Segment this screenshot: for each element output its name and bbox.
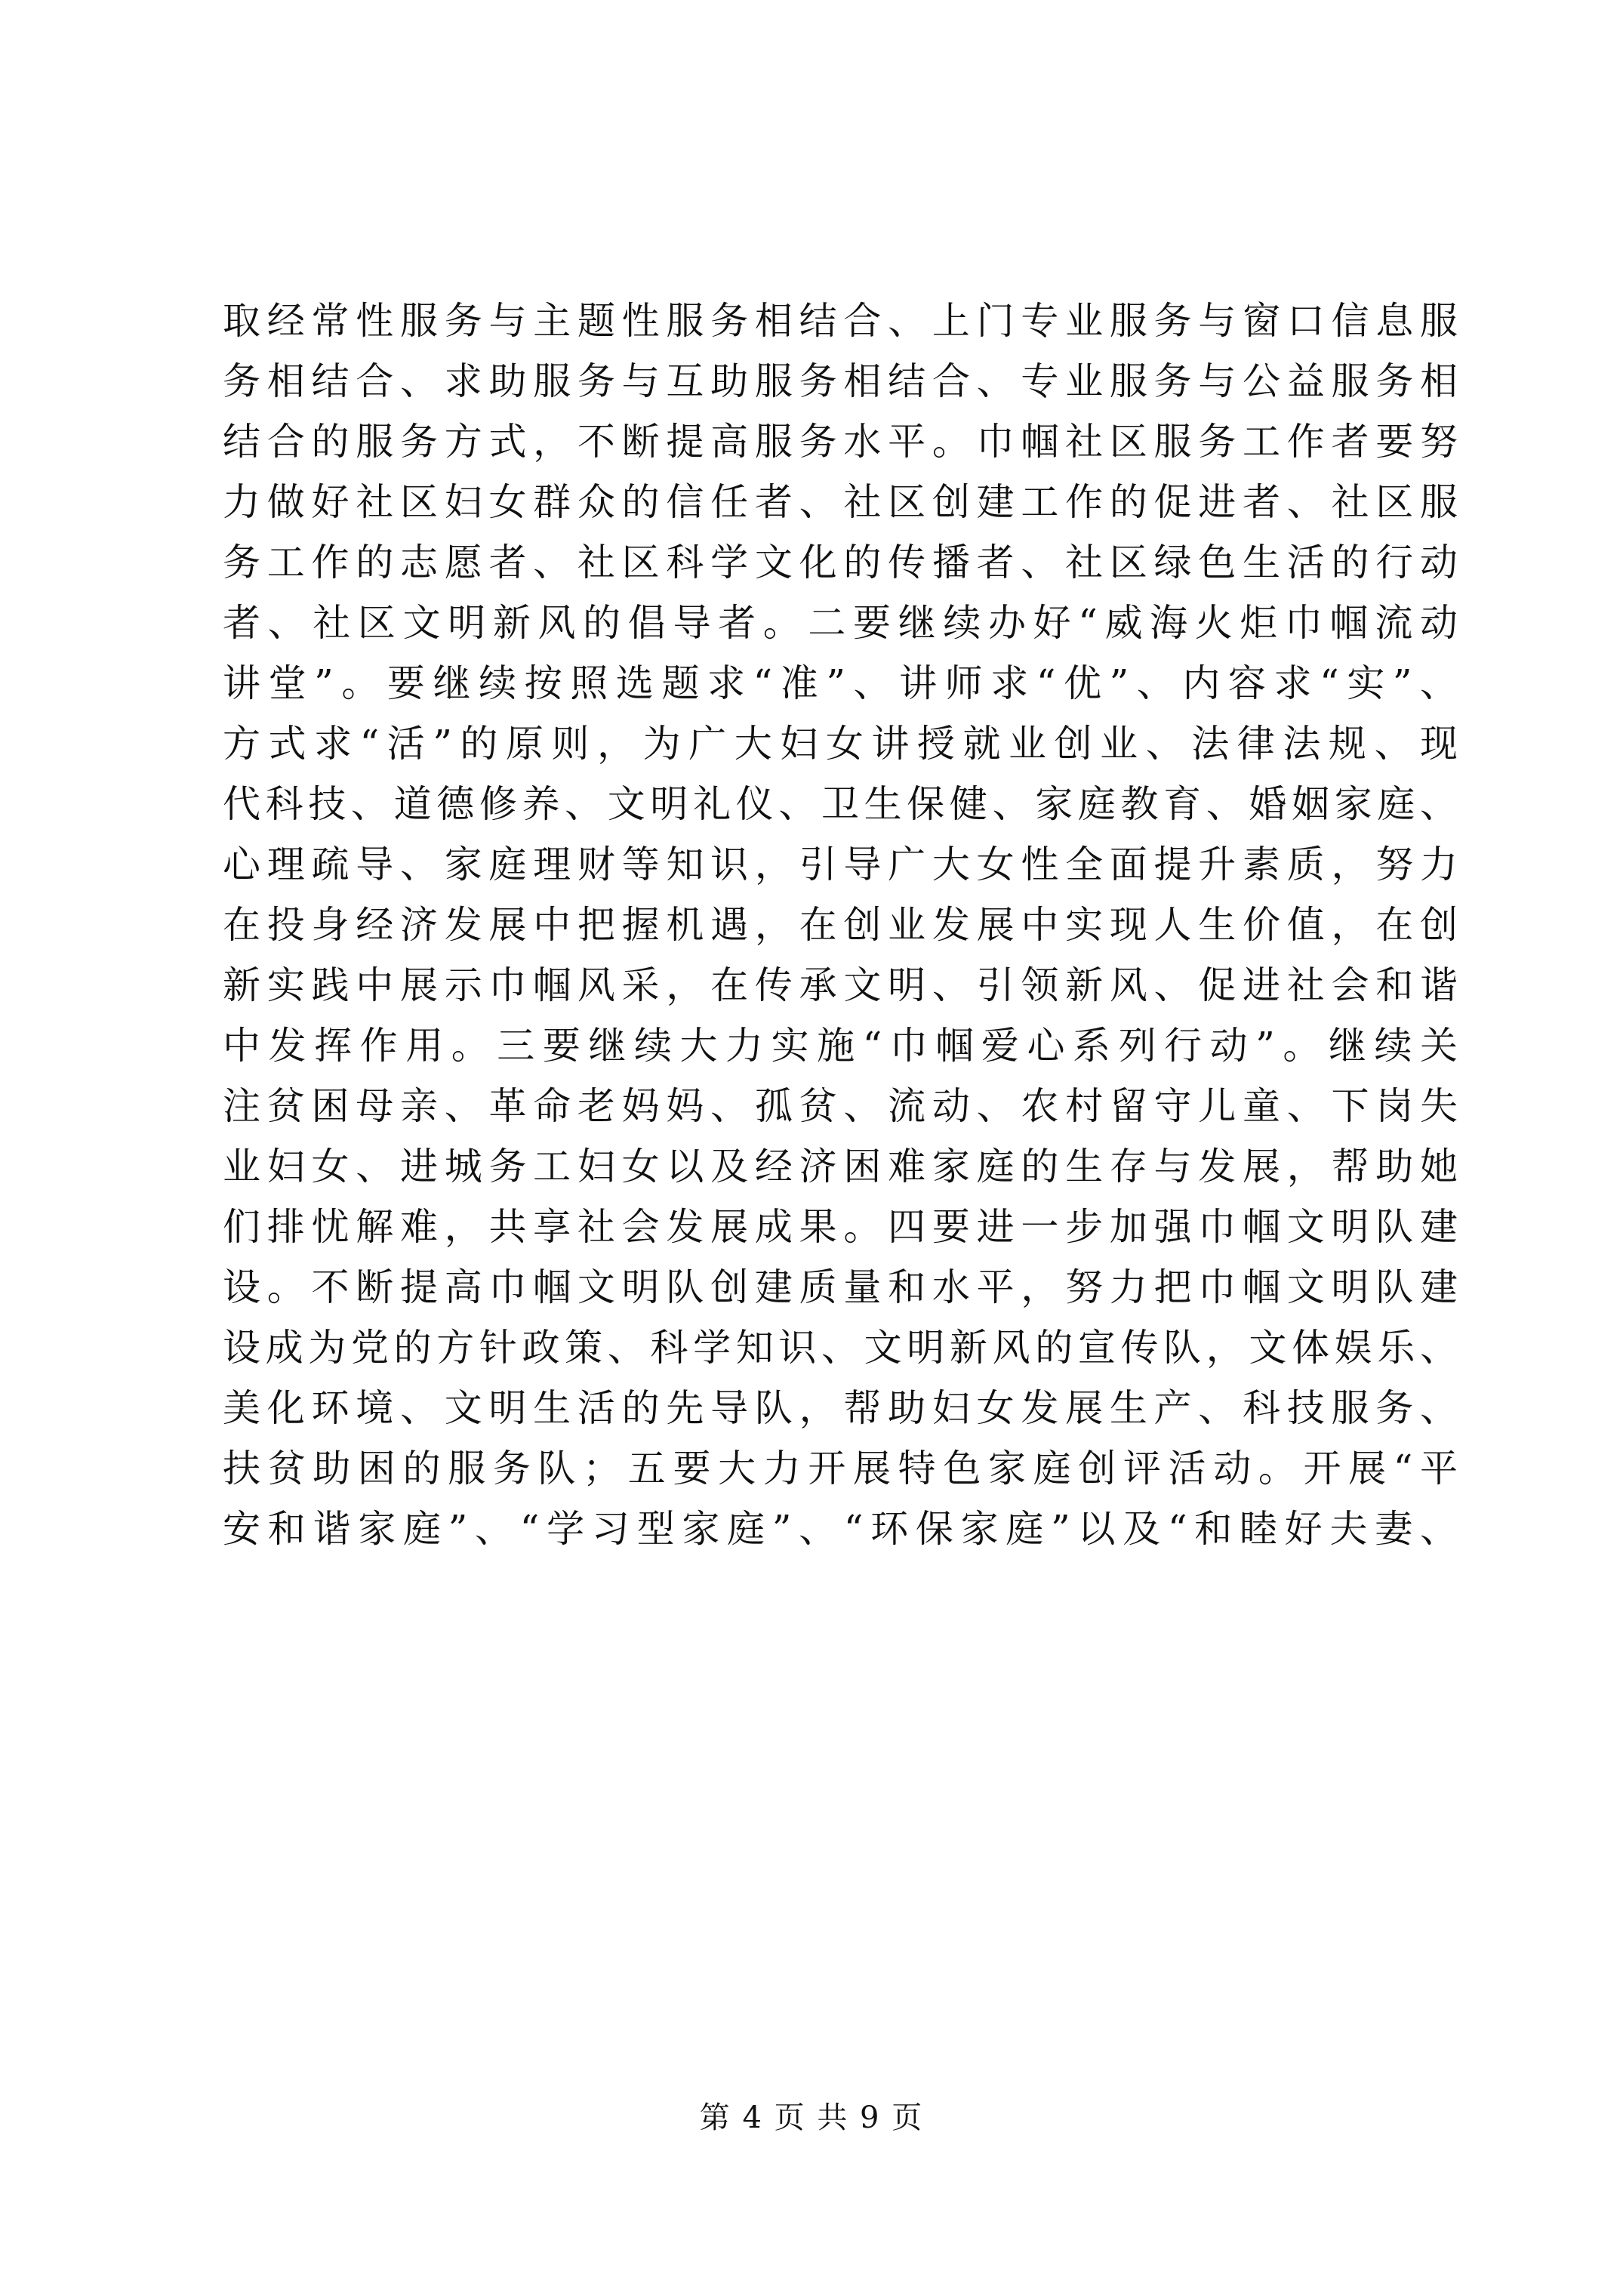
text-line: 结合的服务方式，不断提高服务水平。巾帼社区服务工作者要努 bbox=[223, 420, 1461, 464]
text-line: 讲堂”。要继续按照选题求“准”、讲师求“优”、内容求“实”、 bbox=[223, 661, 1461, 705]
text-line: 美化环境、文明生活的先导队，帮助妇女发展生产、科技服务、 bbox=[223, 1386, 1461, 1430]
text-line: 中发挥作用。三要继续大力实施“巾帼爱心系列行动”。继续关 bbox=[223, 1024, 1461, 1068]
text-line: 代科技、道德修养、文明礼仪、卫生保健、家庭教育、婚姻家庭、 bbox=[223, 782, 1461, 826]
text-line: 安和谐家庭”、“学习型家庭”、“环保家庭”以及“和睦好夫妻、 bbox=[223, 1507, 1461, 1551]
text-line: 力做好社区妇女群众的信任者、社区创建工作的促进者、社区服 bbox=[223, 480, 1461, 524]
text-line: 务工作的志愿者、社区科学文化的传播者、社区绿色生活的行动 bbox=[223, 541, 1461, 584]
body-paragraph bbox=[223, 291, 1461, 1559]
page-footer: 第 4 页 共 9 页 bbox=[699, 2100, 924, 2135]
text-line: 业妇女、进城务工妇女以及经济困难家庭的生存与发展，帮助她 bbox=[223, 1145, 1461, 1188]
text-line: 扶贫助困的服务队；五要大力开展特色家庭创评活动。开展“平 bbox=[223, 1447, 1461, 1490]
text-line: 设成为党的方针政策、科学知识、文明新风的宣传队，文体娱乐、 bbox=[223, 1326, 1461, 1370]
text-line: 心理疏导、家庭理财等知识，引导广大女性全面提升素质，努力 bbox=[223, 843, 1461, 886]
text-line: 注贫困母亲、革命老妈妈、孤贫、流动、农村留守儿童、下岗失 bbox=[223, 1084, 1461, 1128]
text-line: 们排忧解难，共享社会发展成果。四要进一步加强巾帼文明队建 bbox=[223, 1205, 1461, 1249]
text-line: 在投身经济发展中把握机遇，在创业发展中实现人生价值，在创 bbox=[223, 903, 1461, 947]
text-line: 方式求“活”的原则，为广大妇女讲授就业创业、法律法规、现 bbox=[223, 722, 1461, 766]
text-line: 设。不断提高巾帼文明队创建质量和水平，努力把巾帼文明队建 bbox=[223, 1265, 1461, 1309]
text-line: 务相结合、求助服务与互助服务相结合、专业服务与公益服务相 bbox=[223, 359, 1461, 403]
text-line: 新实践中展示巾帼风采，在传承文明、引领新风、促进社会和谐 bbox=[223, 963, 1461, 1007]
text-line: 者、社区文明新风的倡导者。二要继续办好“威海火炬巾帼流动 bbox=[223, 601, 1461, 645]
text-line: 取经常性服务与主题性服务相结合、上门专业服务与窗口信息服 bbox=[223, 299, 1461, 343]
